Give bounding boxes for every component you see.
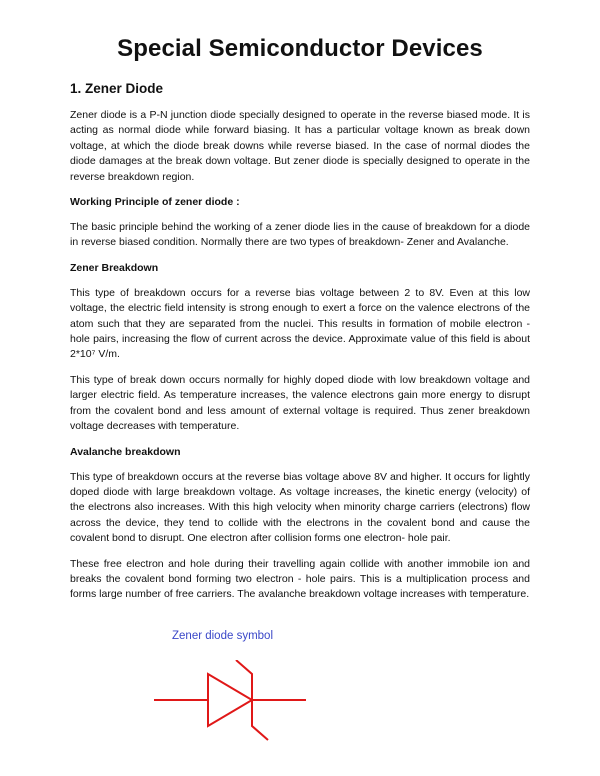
section-heading-zener-diode: 1. Zener Diode xyxy=(70,81,164,96)
intro-paragraph: Zener diode is a P-N junction diode specially designed to operate in the reverse biased mode. It is acting as normal diode while forward biasing. It has a particular voltage known as break down voltage, at which the diode break downs while reverse biased. In the case of normal diodes the diode damages at the break down voltage. But zener diode is specially designed to operate in the reverse breakdown region. xyxy=(70,109,530,183)
avalanche-breakdown-paragraph-1: This type of breakdown occurs at the reverse bias voltage above 8V and higher. It occurs for lightly doped diode with large breakdown voltage. As voltage increases, the kinetic energy (velocity) of the electrons also increases. With this high velocity when minority charge carriers (electrons) flow across the device, they tend to collide with the electrons in the covalent bond and cause the covalent bond to disrupt. One electron after collision forms one electron- hole pair. xyxy=(70,470,530,545)
zener-symbol-caption: Zener diode symbol xyxy=(172,630,273,642)
symbol-triangle xyxy=(208,674,252,726)
document-title: Special Semiconductor Devices xyxy=(117,35,483,62)
working-principle-paragraph: The basic principle behind the working of a zener diode lies in the cause of breakdown for a diode in reverse biased condition. Normally there are two types of breakdown- Zener and Avalanche. xyxy=(70,221,530,249)
zener-breakdown-paragraph-2: This type of break down occurs normally for highly doped diode with low breakdown voltage and larger electric field. As temperature increases, the valence electrons gain more energy to disrupt from the covalent bond and less amount of external voltage is required. Thus zener breakdown voltage decreases with temperature. xyxy=(70,373,530,433)
avalanche-breakdown-paragraph-2: These free electron and hole during their travelling again collide with another immobile ion and breaks the covalent bond forming two electron - hole pairs. This is a multiplication process and forms large number of free carriers. The avalanche breakdown voltage increases with temperature. xyxy=(70,557,530,601)
working-principle-heading: Working Principle of zener diode : xyxy=(70,196,240,209)
zener-breakdown-heading: Zener Breakdown xyxy=(70,261,159,274)
zener-breakdown-paragraph-1: This type of breakdown occurs for a reverse bias voltage between 2 to 8V. Even at this low voltage, the electric field intensity is strong enough to exert a force on the valence electrons of the atom such that they are separated from the nuclei. This results in formation of mobile electron - hole pairs, increasing the flow of current across the device. Approximate value of this field is about 2*10⁷ V/m. xyxy=(70,286,530,361)
zener-diode-symbol-icon xyxy=(150,660,310,750)
avalanche-breakdown-heading: Avalanche breakdown xyxy=(70,445,181,458)
